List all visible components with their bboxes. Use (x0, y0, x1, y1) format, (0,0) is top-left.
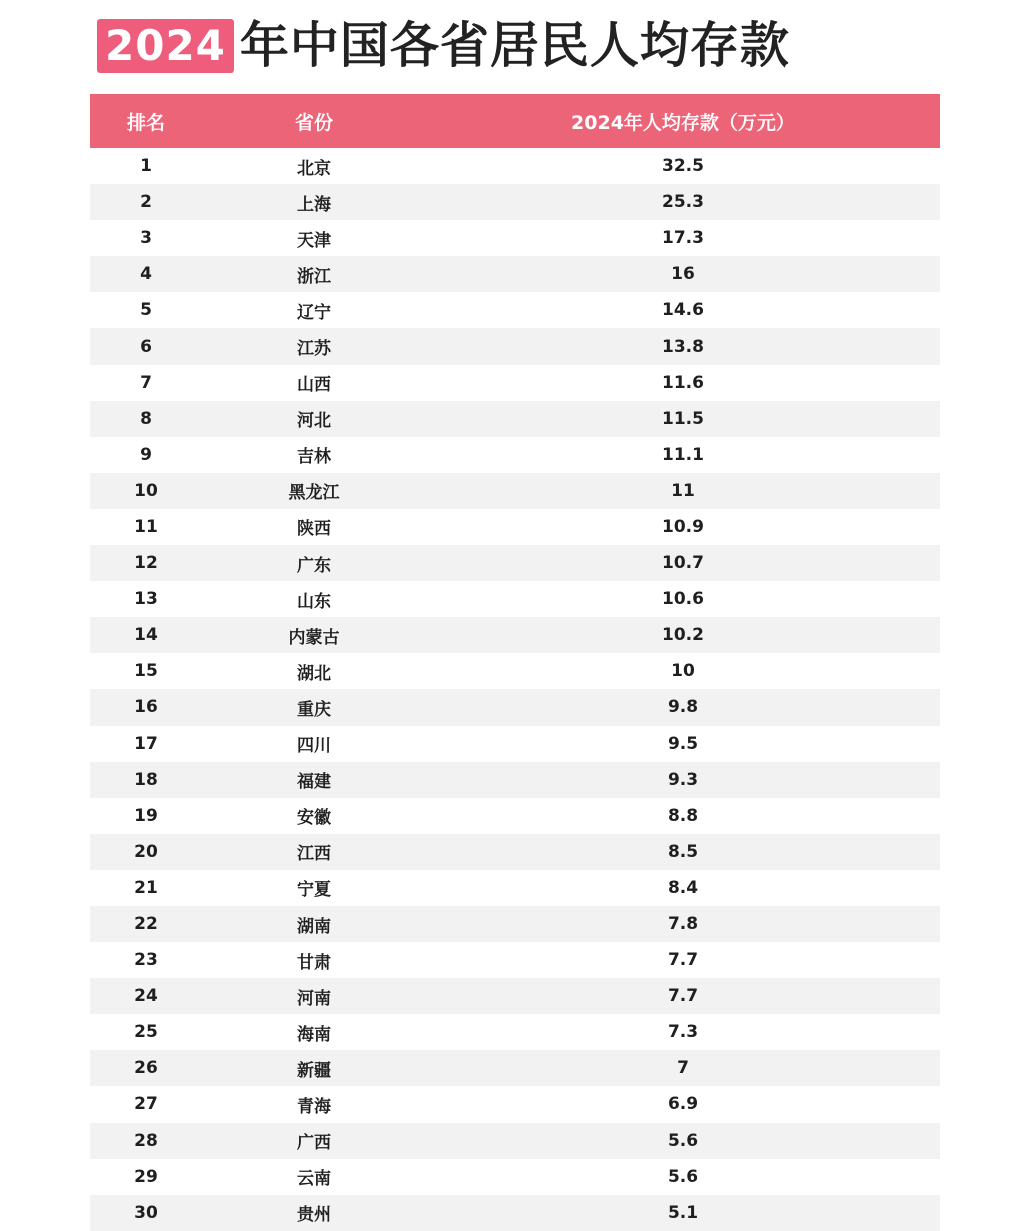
cell-deposit-value: 11 (671, 480, 695, 501)
cell-rank: 9 (140, 444, 152, 465)
cell-deposit-value: 11.1 (662, 444, 704, 465)
table-row (90, 762, 940, 798)
table-row (90, 726, 940, 762)
table-body (90, 148, 940, 1231)
cell-rank: 22 (134, 914, 158, 935)
cell-province: 辽宁 (297, 302, 331, 323)
cell-rank: 28 (134, 1130, 158, 1151)
cell-deposit-value: 5.6 (667, 1166, 699, 1187)
table-row (90, 148, 940, 184)
cell-deposit-value: 10.6 (662, 589, 704, 610)
cell-rank: 26 (134, 1058, 158, 1079)
cell-deposit-value: 11.6 (662, 372, 704, 393)
cell-rank: 27 (134, 1094, 158, 1115)
table-row (90, 509, 940, 545)
cell-province: 江苏 (297, 339, 331, 360)
cell-rank: 8 (140, 408, 152, 429)
cell-deposit-value: 10.9 (662, 516, 704, 537)
cell-rank: 10 (134, 480, 158, 501)
cell-province: 浙江 (297, 266, 331, 287)
cell-rank: 19 (134, 805, 158, 826)
cell-rank: 17 (134, 733, 158, 754)
table-row (90, 798, 940, 834)
cell-rank: 1 (140, 156, 152, 177)
cell-deposit-value: 25.3 (662, 192, 704, 213)
cell-rank: 25 (134, 1022, 158, 1043)
table-row (90, 292, 940, 328)
table-row (90, 473, 940, 509)
cell-province: 山东 (297, 591, 331, 612)
cell-rank: 29 (134, 1166, 158, 1187)
cell-rank: 11 (134, 516, 158, 537)
cell-rank: 6 (140, 336, 152, 357)
cell-deposit-value: 10 (671, 661, 695, 682)
table-row (90, 834, 940, 870)
cell-province: 宁夏 (297, 880, 331, 901)
cell-province: 内蒙古 (288, 627, 340, 648)
cell-deposit-value: 11.5 (662, 408, 704, 429)
table-row (90, 1195, 940, 1231)
cell-province: 山西 (297, 375, 331, 396)
cell-province: 四川 (297, 736, 331, 757)
cell-deposit-value: 13.8 (662, 336, 704, 357)
cell-rank: 12 (134, 553, 158, 574)
cell-rank: 21 (134, 877, 158, 898)
cell-province: 青海 (297, 1096, 331, 1117)
table-row (90, 1014, 940, 1050)
table-row (90, 365, 940, 401)
table-row (90, 220, 940, 256)
cell-deposit-value: 6.9 (667, 1094, 699, 1115)
cell-rank: 3 (140, 228, 152, 249)
cell-province: 河南 (297, 988, 331, 1009)
cell-rank: 5 (140, 300, 152, 321)
table-row (90, 1050, 940, 1086)
cell-deposit-value: 9.8 (667, 697, 699, 718)
cell-province: 黑龙江 (288, 483, 340, 504)
table-row (90, 1086, 940, 1122)
cell-province: 重庆 (297, 699, 331, 720)
cell-province: 陕西 (297, 519, 331, 540)
table-row (90, 906, 940, 942)
cell-rank: 30 (134, 1202, 158, 1223)
cell-rank: 2 (140, 192, 152, 213)
cell-province: 河北 (297, 411, 331, 432)
table-row (90, 328, 940, 364)
table-header (90, 94, 940, 148)
cell-province: 江西 (297, 844, 331, 865)
cell-province: 安徽 (297, 808, 331, 829)
cell-deposit-value: 10.7 (662, 553, 704, 574)
cell-province: 湖北 (297, 663, 331, 684)
cell-province: 福建 (297, 772, 331, 793)
cell-rank: 4 (140, 264, 152, 285)
cell-rank: 7 (140, 372, 152, 393)
table-row (90, 978, 940, 1014)
cell-deposit-value: 8.8 (667, 805, 699, 826)
table-row (90, 401, 940, 437)
cell-province: 甘肃 (297, 952, 331, 973)
cell-province: 贵州 (297, 1205, 331, 1226)
header-province: 省份 (294, 111, 333, 134)
page-title (97, 16, 790, 76)
table-row (90, 617, 940, 653)
cell-deposit-value: 32.5 (662, 156, 704, 177)
cell-deposit-value: 17.3 (662, 228, 704, 249)
cell-province: 海南 (297, 1024, 331, 1045)
cell-deposit-value: 9.3 (667, 769, 699, 790)
cell-deposit-value: 7.7 (667, 986, 699, 1007)
cell-deposit-value: 7.7 (667, 950, 699, 971)
cell-rank: 14 (134, 625, 158, 646)
cell-deposit-value: 10.2 (662, 625, 704, 646)
cell-deposit-value: 5.6 (667, 1130, 699, 1151)
table-row (90, 689, 940, 725)
table-row (90, 256, 940, 292)
table-row (90, 870, 940, 906)
cell-rank: 18 (134, 769, 158, 790)
header-rank: 排名 (126, 111, 165, 134)
cell-province: 天津 (297, 230, 331, 251)
cell-province: 北京 (297, 158, 331, 179)
cell-deposit-value: 7 (677, 1058, 689, 1079)
table-row (90, 653, 940, 689)
cell-deposit-value: 7.8 (667, 914, 699, 935)
table-row (90, 942, 940, 978)
cell-rank: 16 (134, 697, 158, 718)
cell-province: 云南 (297, 1169, 331, 1190)
header-value: 2024年人均存款（万元） (571, 111, 795, 134)
cell-deposit-value: 8.4 (667, 877, 699, 898)
cell-province: 上海 (297, 194, 331, 215)
title-year-badge: 2024 (97, 19, 234, 73)
cell-deposit-value: 7.3 (667, 1022, 699, 1043)
cell-deposit-value: 16 (671, 264, 695, 285)
cell-rank: 15 (134, 661, 158, 682)
cell-province: 新疆 (297, 1060, 331, 1081)
cell-deposit-value: 9.5 (667, 733, 699, 754)
table-row (90, 1123, 940, 1159)
cell-province: 湖南 (297, 916, 331, 937)
cell-deposit-value: 8.5 (667, 841, 699, 862)
table-row (90, 545, 940, 581)
table-row (90, 1159, 940, 1195)
cell-province: 广西 (297, 1133, 331, 1154)
cell-rank: 23 (134, 950, 158, 971)
cell-deposit-value: 14.6 (662, 300, 704, 321)
cell-deposit-value: 5.1 (667, 1202, 699, 1223)
cell-province: 吉林 (297, 447, 331, 468)
cell-rank: 24 (134, 986, 158, 1007)
deposit-table (90, 94, 940, 1231)
cell-rank: 13 (134, 589, 158, 610)
table-row (90, 581, 940, 617)
cell-rank: 20 (134, 841, 158, 862)
table-row (90, 184, 940, 220)
cell-province: 广东 (297, 555, 331, 576)
title-text: 年中国各省居民人均存款 (239, 17, 790, 74)
table-row (90, 437, 940, 473)
